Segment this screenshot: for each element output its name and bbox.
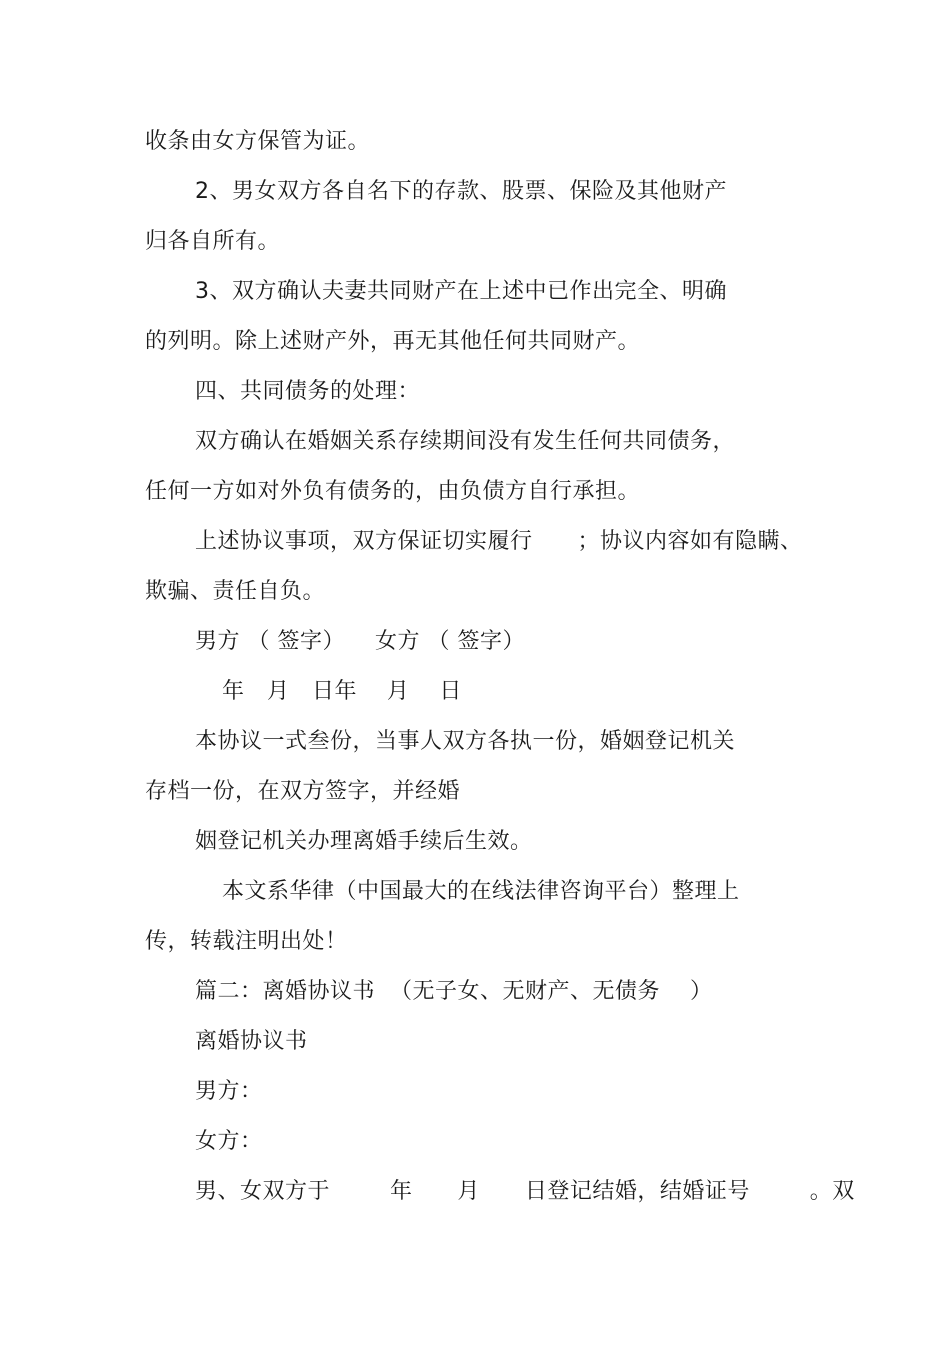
marriage-registration-line: 男、女双方于 年 月 日登记结婚，结婚证号 。双 xyxy=(195,1179,855,1204)
signature-line: 男方 （ 签字） 女方 （ 签字） xyxy=(195,629,525,654)
section-heading-debts: 四、共同债务的处理： xyxy=(195,379,421,404)
text-line-2: 2、男女双方各自名下的存款、股票、保险及其他财产 xyxy=(195,179,727,204)
female-party-label: 女方： xyxy=(195,1129,263,1154)
text-line-8: 任何一方如对外负有债务的，由负债方自行承担。 xyxy=(145,479,641,504)
text-line-1: 收条由女方保管为证。 xyxy=(145,129,371,154)
text-line-13: 本协议一式叁份，当事人双方各执一份，婚姻登记机关 xyxy=(195,729,736,754)
text-line-7: 双方确认在婚姻关系存续期间没有发生任何共同债务， xyxy=(195,429,736,454)
text-line-16: 本文系华律（中国最大的在线法律咨询平台）整理上 xyxy=(222,879,740,904)
text-line-9: 上述协议事项，双方保证切实履行 ；协议内容如有隐瞒、 xyxy=(195,529,803,554)
chapter-two-heading: 篇二：离婚协议书 （无子女、无财产、无债务 ） xyxy=(195,979,713,1004)
date-line: 年 月 日年 月 日 xyxy=(222,679,462,704)
text-line-4: 3、双方确认夫妻共同财产在上述中已作出完全、明确 xyxy=(195,279,727,304)
text-line-15: 姻登记机关办理离婚手续后生效。 xyxy=(195,829,533,854)
text-line-10: 欺骗、责任自负。 xyxy=(145,579,326,604)
male-party-label: 男方： xyxy=(195,1079,263,1104)
text-line-14: 存档一份，在双方签字，并经婚 xyxy=(145,779,461,804)
text-line-5: 的列明。除上述财产外，再无其他任何共同财产。 xyxy=(145,329,641,354)
text-line-3: 归各自所有。 xyxy=(145,229,281,254)
text-line-17: 传，转载注明出处！ xyxy=(145,929,348,954)
document-title: 离婚协议书 xyxy=(195,1029,308,1054)
